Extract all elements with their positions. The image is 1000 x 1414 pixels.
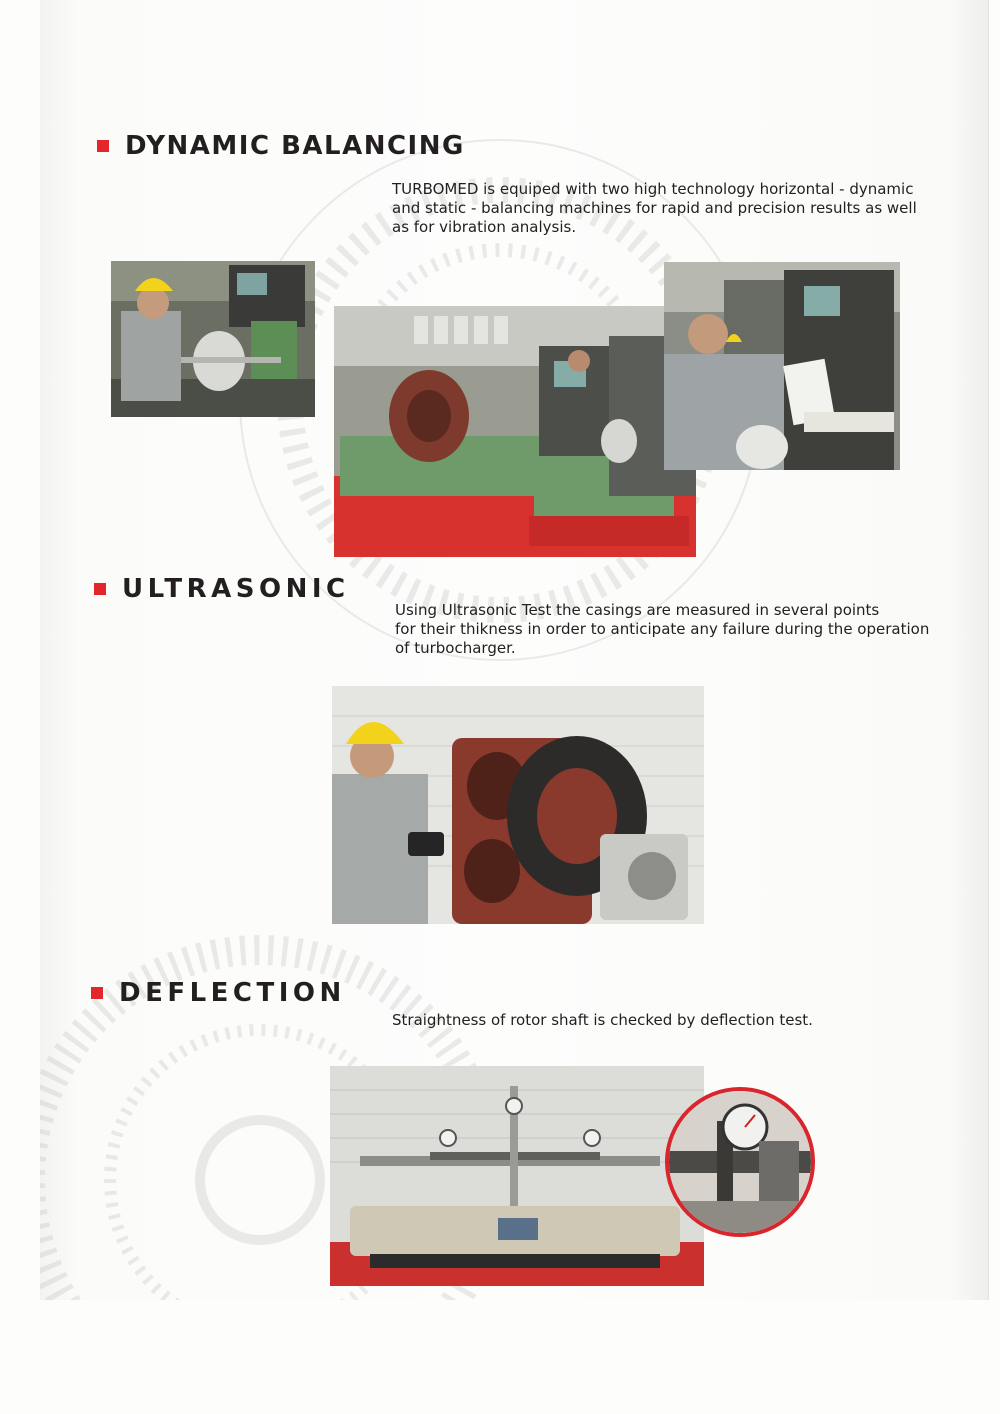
red-square-bullet-icon: [94, 583, 106, 595]
heading-deflection-text: DEFLECTION: [119, 978, 346, 1008]
heading-dynamic-balancing-text: DYNAMIC BALANCING: [125, 131, 465, 161]
photo-balancing-machines-workshop: [334, 306, 696, 557]
paragraph-line: and static - balancing machines for rapid and precision results as well: [392, 199, 917, 217]
heading-ultrasonic-text: ULTRASONIC: [122, 574, 350, 604]
photo-dial-gauge-closeup: [665, 1087, 815, 1237]
heading-dynamic-balancing: [97, 131, 465, 161]
paragraph-line: Straightness of rotor shaft is checked by deflection test.: [392, 1011, 813, 1029]
red-square-bullet-icon: [97, 140, 109, 152]
paragraph-dynamic-balancing: [392, 180, 952, 237]
photo-ultrasonic-casing-test: [332, 686, 704, 924]
paragraph-deflection: [392, 1011, 952, 1030]
paragraph-line: for their thikness in order to anticipate any failure during the operation: [395, 620, 930, 638]
heading-ultrasonic: [94, 574, 350, 604]
paragraph-line: of turbocharger.: [395, 639, 516, 657]
photo-worker-vibration-analysis: [664, 262, 900, 470]
paragraph-line: TURBOMED is equiped with two high technology horizontal - dynamic: [392, 180, 914, 198]
heading-deflection: [91, 978, 346, 1008]
photo-worker-balancing-rotor: [111, 261, 315, 417]
paragraph-line: Using Ultrasonic Test the casings are measured in several points: [395, 601, 880, 619]
paragraph-ultrasonic: [395, 601, 955, 658]
paragraph-line: as for vibration analysis.: [392, 218, 577, 236]
red-square-bullet-icon: [91, 987, 103, 999]
photo-deflection-test-bench: [330, 1066, 704, 1286]
